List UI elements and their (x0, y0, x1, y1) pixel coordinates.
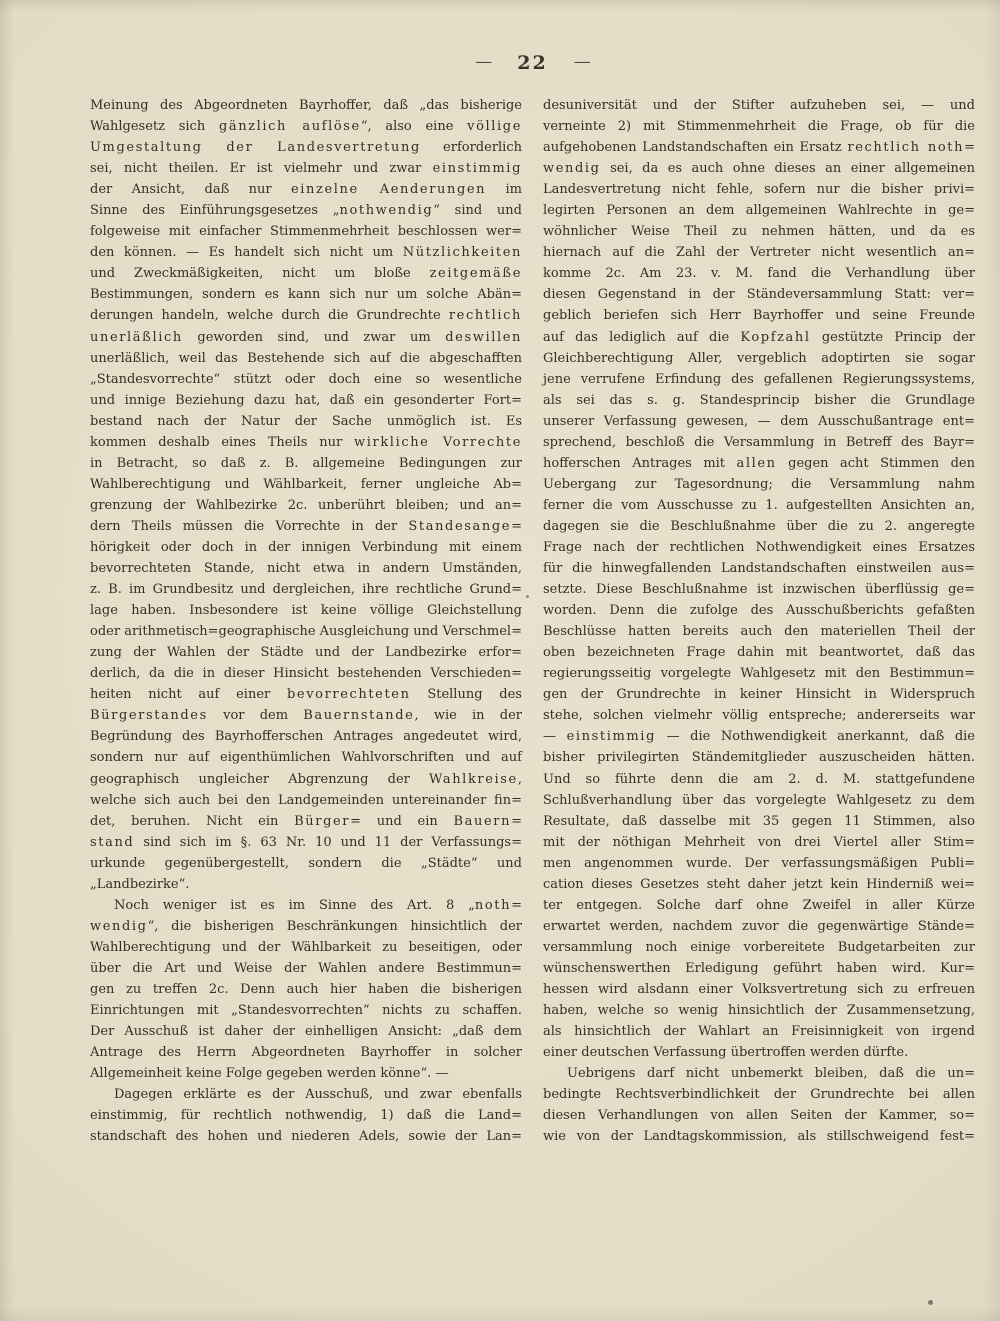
page-number: 22 (517, 52, 548, 74)
text-line: Resultate, daß dasselbe mit 35 gegen 11 Stimmen, also (543, 813, 975, 829)
text-line: haben, welche so wenig hinsichtlich der Zusammensetzung, (543, 1003, 975, 1019)
text-line: Bestimmungen, sondern es kann sich nur um solche Abän= (90, 287, 522, 303)
text-line: ferner die vom Ausschusse zu 1. aufgestellten Ansichten an, (543, 497, 975, 513)
text-line: komme 2c. Am 23. v. M. fand die Verhandlung über (543, 266, 975, 282)
text-line: Antrage des Herrn Abgeordneten Bayrhoffer in solcher (90, 1045, 522, 1061)
emphasized-text: einzelne Aenderungen (290, 182, 487, 198)
text-line: urkunde gegenübergestellt, sondern die „Städte“ und (90, 855, 522, 871)
text-line: stand sind sich im §. 63 Nr. 10 und 11 der Verfassungs= (90, 834, 522, 850)
text-line: als sei das s. g. Standesprincip bisher die Grundlage (543, 392, 975, 408)
text-line: Wahlberechtigung und der Wählbarkeit zu beseitigen, oder (90, 939, 522, 955)
text-line: und Zweckmäßigkeiten, nicht um bloße zeitgemäße (90, 266, 522, 282)
text-line: oder arithmetisch=geographische Ausgleichung und Verschmel= (90, 624, 522, 640)
text-line: geographisch ungleicher Abgrenzung der Wahlkreise, (90, 771, 522, 787)
text-line: wie von der Landtagskommission, als stillschweigend fest= (543, 1129, 975, 1145)
text-line: Sinne des Einführungsgesetzes „nothwendig“ sind und (90, 203, 522, 219)
text-line: geblich beriefen sich Herr Bayrhoffer und seine Freunde (543, 308, 975, 324)
text-line: men angenommen wurde. Der verfassungsmäßigen Publi= (543, 855, 975, 871)
emphasized-text: wendig (90, 918, 148, 934)
text-line: Bürgerstandes vor dem Bauernstande, wie in der (90, 708, 522, 724)
text-line: Uebergang zur Tagesordnung; die Versammlung nahm (543, 476, 975, 492)
emphasized-text: einstimmig (432, 161, 522, 177)
text-line: Frage nach der rechtlichen Nothwendigkeit eines Ersatzes (543, 539, 975, 555)
text-line: Dagegen erklärte es der Ausschuß, und zwar ebenfalls (114, 1087, 522, 1103)
ink-speck (526, 595, 529, 598)
text-line: hofferschen Antrages mit allen gegen acht Stimmen den (543, 455, 975, 471)
emphasized-text: bevorrechteten (287, 687, 411, 703)
emphasized-text: unerläßlich (90, 329, 183, 345)
text-line: z. B. im Grundbesitz und dergleichen, ihre rechtliche Grund= (90, 582, 522, 598)
text-line: oben bezeichneten Frage dahin mit beantwortet, daß das (543, 645, 975, 661)
text-line: kommen deshalb eines Theils nur wirkliche Vorrechte (90, 434, 522, 450)
emphasized-text: Wahlkreise (429, 771, 518, 787)
emphasized-text: wirkliche Vorrechte (354, 434, 522, 450)
text-line: dern Theils müssen die Vorrechte in der Standesange= (90, 518, 522, 534)
text-line: Und so führte denn die am 2. d. M. stattgefundene (543, 771, 975, 787)
text-line: gen der Grundrechte in keiner Hinsicht in Widerspruch (543, 687, 975, 703)
text-line: bevorrechteten Stande, nicht etwa in andern Umständen, (90, 561, 522, 577)
emphasized-text: allen (736, 455, 777, 471)
text-line: wendig“, die bisherigen Beschränkungen hinsichtlich der (90, 918, 522, 934)
emphasized-text: Kopfzahl (740, 329, 811, 345)
page-header (90, 52, 975, 74)
text-line: bedingte Rechtsverbindlichkeit der Grundrechte bei allen (543, 1087, 975, 1103)
emphasized-text: nothwendig (339, 203, 434, 219)
text-line: über die Art und Weise der Wahlen andere Bestimmun= (90, 960, 522, 976)
ink-speck (928, 1300, 933, 1305)
text-line: als hinsichtlich der Wahlart an Freisinnigkeit von irgend (543, 1024, 975, 1040)
text-line: verneinte 2) mit Stimmenmehrheit die Frage, ob für die (543, 119, 975, 135)
text-line: grenzung der Wahlbezirke 2c. unberührt bleiben; und an= (90, 497, 522, 513)
text-line: diesen Verhandlungen von allen Seiten der Kammer, so= (543, 1108, 975, 1124)
emphasized-text: völlige (467, 119, 523, 135)
text-line: hörigkeit oder doch in der innigen Verbindung mit einem (90, 539, 522, 555)
text-line: gen zu treffen 2c. Denn auch hier haben die bisherigen (90, 981, 522, 997)
text-line: Wahlgesetz sich gänzlich auflöse“, also eine völlige (90, 119, 523, 135)
text-line: bisher privilegirten Ständemitglieder auszuscheiden hätten. (543, 750, 975, 766)
text-line: lage haben. Insbesondere ist keine völlige Gleichstellung (90, 603, 522, 619)
text-line: Landesvertretung nicht fehle, sofern nur die bisher privi= (543, 182, 975, 198)
text-line: legirten Personen an dem allgemeinen Wahlrechte in ge= (543, 203, 975, 219)
text-line: Beschlüsse hatten bereits auch den materiellen Theil der (543, 624, 975, 640)
emphasized-text: rechtlich noth (847, 140, 965, 156)
text-line: für die hinwegfallenden Landstandschaften einstweilen aus= (543, 561, 975, 577)
text-line: dagegen sie die Beschlußnahme über die zu 2. angeregte (543, 518, 975, 534)
emphasized-text: Standesange (408, 518, 512, 534)
text-line: unerläßlich, weil das Bestehende sich auf die abgeschafften (90, 350, 522, 366)
text-line: sei, nicht theilen. Er ist vielmehr und zwar einstimmig (90, 161, 522, 177)
text-line: auf das lediglich auf die Kopfzahl gestützte Princip der (543, 329, 975, 345)
text-line: Umgestaltung der Landesvertretung erforderlich (90, 140, 522, 156)
emphasized-text: zeitgemäße (429, 266, 522, 282)
emphasized-text: einstimmig (566, 729, 656, 745)
text-line: det, beruhen. Nicht ein Bürger= und ein Bauern= (90, 813, 522, 829)
text-line: stehe, solchen vielmehr völlig entspreche; andererseits war (543, 708, 975, 724)
text-line: aufgehobenen Landstandschaften ein Ersatz rechtlich noth= (543, 140, 975, 156)
text-line: unserer Verfassung gewesen, — dem Ausschußantrage ent= (543, 413, 975, 429)
text-line: „Standesvorrechte“ stützt oder doch eine so wesentliche (90, 371, 522, 387)
text-line: den können. — Es handelt sich nicht um Nützlichkeiten (90, 245, 522, 261)
text-line: derungen handeln, welche durch die Grundrechte rechtlich (90, 308, 522, 324)
text-line: — einstimmig — die Nothwendigkeit anerkannt, daß die (543, 729, 975, 745)
text-line: diesen Gegenstand in der Ständeversammlung Statt: ver= (543, 287, 975, 303)
text-line: folgeweise mit einfacher Stimmenmehrheit beschlossen wer= (90, 224, 522, 240)
text-line: hiernach auf die Zahl der Vertreter nicht wesentlich an= (543, 245, 975, 261)
text-column-left (90, 95, 522, 1147)
text-line: Einrichtungen mit „Standesvorrechten“ nichts zu schaffen. (90, 1003, 522, 1019)
emphasized-text: deswillen (445, 329, 522, 345)
text-line: Uebrigens darf nicht unbemerkt bleiben, daß die un= (567, 1066, 975, 1082)
emphasized-text: Nützlichkeiten (402, 245, 522, 261)
emphasized-text: rechtlich (448, 308, 522, 324)
emphasized-text: gänzlich auflöse (218, 119, 361, 135)
text-line: Schlußverhandlung über das vorgelegte Wahlgesetz zu dem (543, 792, 975, 808)
text-line: derlich, da die in dieser Hinsicht bestehenden Verschieden= (90, 666, 522, 682)
emphasized-text: wendig (543, 161, 601, 177)
text-line: mit der nöthigan Mehrheit von drei Viertel aller Stim= (543, 834, 975, 850)
text-line: einer deutschen Verfassung übertroffen werden dürfte. (543, 1045, 909, 1061)
text-line: und innige Beziehung dazu hat, daß ein gesonderter Fort= (90, 392, 522, 408)
text-line: zung der Wahlen der Städte und der Landbezirke erfor= (90, 645, 522, 661)
text-line: cation dieses Gesetzes steht daher jetzt kein Hinderniß wei= (543, 876, 975, 892)
header-dash-left: — (475, 52, 492, 72)
text-line: in Betracht, so daß z. B. allgemeine Bedingungen zur (90, 455, 522, 471)
text-line: erwartet werden, nachdem zuvor die gegenwärtige Stände= (543, 918, 975, 934)
emphasized-text: noth (474, 897, 512, 913)
emphasized-text: stand (90, 834, 135, 850)
text-line: desuniversität und der Stifter aufzuheben sei, — und (543, 98, 975, 113)
text-line: jene verrufene Erfindung des gefallenen Regierungssystems, (543, 371, 975, 387)
text-line: „Landbezirke“. (90, 876, 190, 892)
text-line: Wahlberechtigung und Wählbarkeit, ferner ungleiche Ab= (90, 476, 522, 492)
text-line: unerläßlich geworden sind, und zwar um deswillen (90, 329, 522, 345)
text-line: Meinung des Abgeordneten Bayrhoffer, daß „das bisherige (90, 98, 522, 113)
text-block (90, 95, 975, 1147)
text-line: regierungsseitig vorgelegte Wahlgesetz mit den Bestimmun= (543, 666, 975, 682)
text-line: Begründung des Bayrhofferschen Antrages angedeutet wird, (90, 729, 522, 745)
text-line: einstimmig, für rechtlich nothwendig, 1) daß die Land= (90, 1108, 522, 1124)
text-line: Allgemeinheit keine Folge gegeben werden könne“. — (90, 1066, 449, 1082)
text-line: bestand nach der Natur der Sache unmöglich ist. Es (90, 413, 522, 429)
emphasized-text: Bürgerstandes (90, 708, 208, 724)
text-line: welche sich auch bei den Landgemeinden untereinander fin= (90, 792, 522, 808)
emphasized-text: Bürger (294, 813, 351, 829)
text-line: Der Ausschuß ist daher der einhelligen Ansicht: „daß dem (90, 1024, 522, 1040)
text-line: der Ansicht, daß nur einzelne Aenderungen im (90, 182, 522, 198)
text-line: heiten nicht auf einer bevorrechteten Stellung des (90, 687, 522, 703)
text-line: Noch weniger ist es im Sinne des Art. 8 „noth= (114, 897, 522, 913)
text-line: worden. Denn die zufolge des Ausschußberichts gefaßten (543, 603, 975, 619)
text-line: standschaft des hohen und niederen Adels, sowie der Lan= (90, 1129, 522, 1145)
text-line: wendig sei, da es auch ohne dieses an einer allgemeinen (543, 161, 975, 177)
text-line: sondern nur auf eigenthümlichen Wahlvorschriften und auf (90, 750, 522, 766)
header-dash-right: — (573, 52, 590, 72)
text-line: Gleichberechtigung Aller, vergeblich adoptirten sie sogar (543, 350, 975, 366)
emphasized-text: Bauernstande (303, 708, 415, 724)
emphasized-text: Bauern (453, 813, 512, 829)
emphasized-text: Umgestaltung der Landesvertretung (90, 140, 421, 156)
text-line: hessen wird alsdann einer Volksvertretung sich zu erfreuen (543, 981, 975, 997)
text-line: setzte. Diese Beschlußnahme ist inzwischen überflüssig ge= (543, 582, 975, 598)
text-line: versammlung noch einige vorbereitete Budgetarbeiten zur (543, 939, 975, 955)
text-line: sprechend, beschloß die Versammlung in Betreff des Bayr= (543, 434, 975, 450)
text-line: wöhnlicher Weise Theil zu nehmen hätten, und da es (543, 224, 975, 240)
text-line: wünschenswerthen Erledigung geführt haben wird. Kur= (543, 960, 975, 976)
text-line: ter entgegen. Solche darf ohne Zweifel in aller Kürze (543, 897, 975, 913)
text-column-right (543, 95, 975, 1147)
